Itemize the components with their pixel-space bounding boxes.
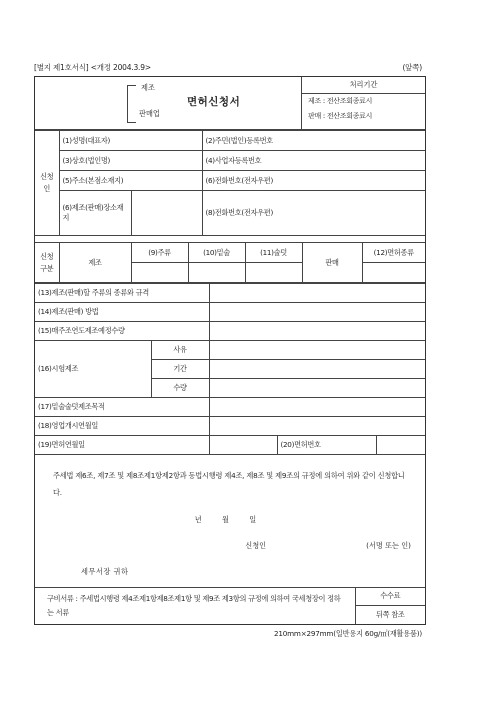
trial-period-value[interactable]	[209, 360, 425, 379]
registration-number-field[interactable]: (2)주민(법인)등록번호	[202, 131, 425, 151]
required-documents: 구비서류 : 주세법시행령 제4조제1항제8조제1항 및 제9조 제3항의 규정에 의하여 국세청장이 정하는 서류	[35, 588, 355, 624]
trial-reason-label: 사유	[151, 341, 209, 360]
license-number-text: (20)면허번호	[278, 436, 377, 454]
fee-label: 수수료	[355, 588, 425, 605]
statement-text: 주세법 제6조, 제7조 및 제8조제1항제2항과 동법시행령 제4조, 제8조 및 제9조의 규정에 의하여 위와 같이 신청합니다.	[53, 471, 405, 497]
license-date-label: (19)면허연월일	[35, 436, 209, 455]
factory-phone-field[interactable]: (8)전화번호(전자우편)	[202, 191, 425, 236]
title-bracket	[127, 85, 136, 123]
trial-quantity-value[interactable]	[209, 379, 425, 398]
page-side: (앞쪽)	[402, 63, 422, 72]
applicant-table	[35, 130, 425, 236]
manufacture-label: 제조	[59, 243, 131, 283]
planned-quantity-value[interactable]	[209, 322, 425, 341]
title-sales: 판매업	[139, 109, 160, 118]
sales-label: 판매	[302, 243, 362, 283]
address-field[interactable]: (5)주소(본점소재지)	[59, 171, 202, 191]
statement-section	[35, 455, 425, 588]
method-label: (14)제조(판매) 방법	[35, 303, 209, 322]
signature-line	[35, 541, 425, 551]
base-liquor-value[interactable]	[188, 263, 245, 283]
trial-reason-value[interactable]	[209, 341, 425, 360]
method-value[interactable]	[209, 303, 425, 322]
purpose-label: (17)밑술술덧제조목적	[35, 398, 209, 417]
license-number-value[interactable]	[377, 436, 425, 454]
license-date-value[interactable]	[209, 436, 277, 455]
license-type-value[interactable]	[362, 263, 425, 283]
documents-table	[35, 588, 425, 624]
applicant-label: 신청인	[35, 131, 59, 236]
title-section	[35, 77, 425, 130]
company-name-field[interactable]: (3)상호(법인명)	[59, 151, 202, 171]
mash-header: (11)술덧	[245, 243, 302, 263]
business-number-field[interactable]: (4)사업자등록번호	[202, 151, 425, 171]
liquor-spec-label: (13)제조(판매)할 주류의 종류와 규격	[35, 284, 209, 303]
start-date-label: (18)영업개시연월일	[35, 417, 209, 436]
start-date-value[interactable]	[209, 417, 425, 436]
license-type-header: (12)면허종류	[362, 243, 425, 263]
paper-spec: 210mm×297mm(일반용지 60g/㎡(재활용품))	[273, 629, 422, 638]
processing-manufacture: 제조 : 전산조회종료시	[308, 97, 373, 105]
trial-label: (16)시험제조	[35, 341, 151, 398]
category-label: 신청구분	[35, 243, 59, 283]
details-table	[35, 283, 425, 455]
form-number: [별지 제1호서식] <개정 2004.3.9>	[34, 63, 151, 72]
fee-value: 뒤쪽 참조	[355, 605, 425, 624]
license-number-label	[277, 436, 425, 455]
liquor-spec-value[interactable]	[209, 284, 425, 303]
factory-location-value[interactable]	[131, 191, 202, 236]
liquor-type-header: (9)주류	[131, 243, 188, 263]
processing-period	[301, 77, 425, 129]
date-line: 년 월 일	[194, 515, 266, 524]
phone-field[interactable]: (6)전화번호(전자우편)	[202, 171, 425, 191]
trial-quantity-label: 수량	[151, 379, 209, 398]
factory-location-field[interactable]: (6)제조(판매)장소재지	[59, 191, 131, 236]
name-field[interactable]: (1)성명(대표자)	[59, 131, 202, 151]
trial-period-label: 기간	[151, 360, 209, 379]
processing-label: 처리기간	[302, 77, 425, 94]
title-manufacture: 제조	[141, 83, 155, 92]
liquor-type-value[interactable]	[131, 263, 188, 283]
planned-quantity-label: (15)매주조연도제조예정수량	[35, 322, 209, 341]
base-liquor-header: (10)밑술	[188, 243, 245, 263]
applicant-sign-label: 신청인	[245, 541, 267, 550]
processing-sales: 판매 : 전산조회종료시	[308, 112, 373, 120]
mash-value[interactable]	[245, 263, 302, 283]
application-form	[34, 76, 426, 625]
sign-or-seal: (서명 또는 인)	[366, 541, 411, 550]
purpose-value[interactable]	[209, 398, 425, 417]
page-title: 면허신청서	[187, 96, 241, 108]
category-table	[35, 242, 425, 283]
tax-office: 세무서장 귀하	[81, 567, 129, 576]
